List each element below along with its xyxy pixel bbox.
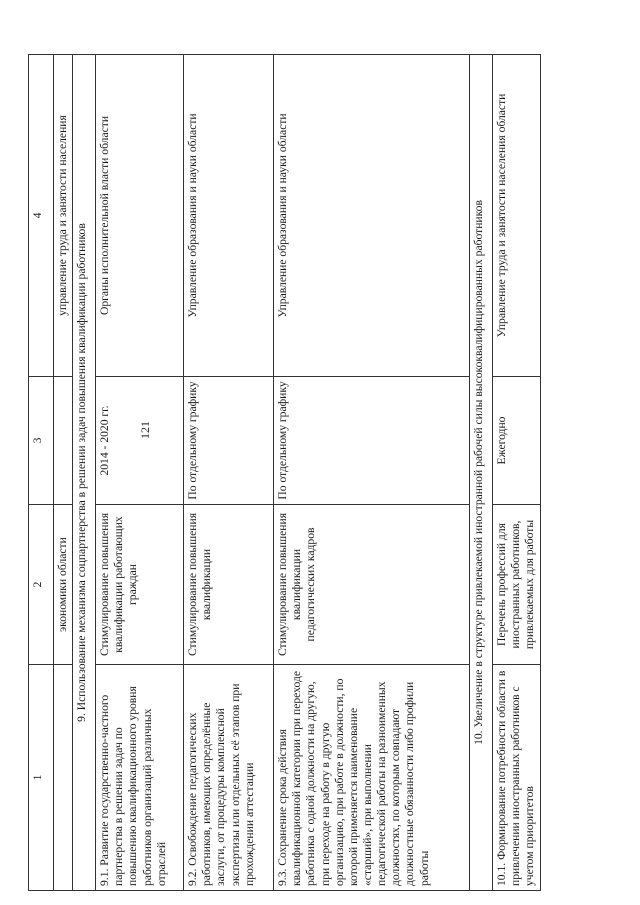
continuation-cell-2: экономики области: [54, 505, 73, 665]
responsible-cell: Управление образования и науки области: [274, 55, 470, 377]
responsible-cell: Управление труда и занятости населения области: [493, 55, 540, 377]
result-cell: Стимулирование повышения квалификации работающих граждан: [96, 505, 184, 665]
rotated-page-content: [28, 55, 556, 891]
column-header-3: 3: [29, 377, 54, 505]
column-header-2: 2: [29, 505, 54, 665]
deadline-cell: 2014 - 2020 гг.: [96, 377, 184, 505]
table-header-row: [29, 55, 54, 891]
continuation-cell-1: [54, 665, 73, 891]
page-number: 121: [138, 421, 152, 439]
continuation-cell-4: управление труда и занятости населения: [54, 55, 73, 377]
table-row: [184, 55, 274, 891]
column-header-1: 1: [29, 665, 54, 891]
responsible-cell: Органы исполнительной власти области: [96, 55, 184, 377]
continuation-cell-3: [54, 377, 73, 505]
measure-cell: 9.3. Сохранение срока действия квалификационной категории при переходе работника с одной должности на другую, при переходе на работу в другую организацию, при работе в должности, по которой применяется наименование «старший», при выполнении педагогической работы на разноименных должностях, по которым совпадают должностные обязанности либо профили работы: [274, 665, 470, 891]
result-cell: Стимулирование повышения квалификации: [184, 505, 274, 665]
column-header-4: 4: [29, 55, 54, 377]
deadline-cell: По отдельному графику: [274, 377, 470, 505]
deadline-cell: По отдельному графику: [184, 377, 274, 505]
measure-cell: 9.1. Развитие государственно-частного партнерства в решении задач по повышению квалификационного уровня работников организаций различных отраслей: [96, 665, 184, 891]
result-cell: Стимулирование повышения квалификации педагогических кадров: [274, 505, 470, 665]
result-cell: Перечень профессий для иностранных работников, привлекаемых для работы: [493, 505, 540, 665]
measures-table: [28, 54, 541, 891]
continuation-row: [54, 55, 73, 891]
measure-cell: 10.1. Формирование потребности области в привлечении иностранных работников с учетом приоритетов: [493, 665, 540, 891]
measure-cell: 9.2. Освобождение педагогических работников, имеющих определённые заслуги, от процедуры комплексной экспертизы или отдельных её этапов при прохождении аттестации: [184, 665, 274, 891]
section-10-title: 10. Увеличение в структуре привлекаемой иностранной рабочей силы высококвалифицированных работников: [470, 55, 493, 891]
table-row: [493, 55, 540, 891]
responsible-cell: Управление образования и науки области: [184, 55, 274, 377]
section-9-heading-row: [73, 55, 96, 891]
section-9-title: 9. Использование механизма соцпартнерства в решении задач повышения квалификации работников: [73, 55, 96, 891]
section-10-heading-row: [470, 55, 493, 891]
table-row: [96, 55, 184, 891]
table-row: [274, 55, 470, 891]
deadline-cell: Ежегодно: [493, 377, 540, 505]
